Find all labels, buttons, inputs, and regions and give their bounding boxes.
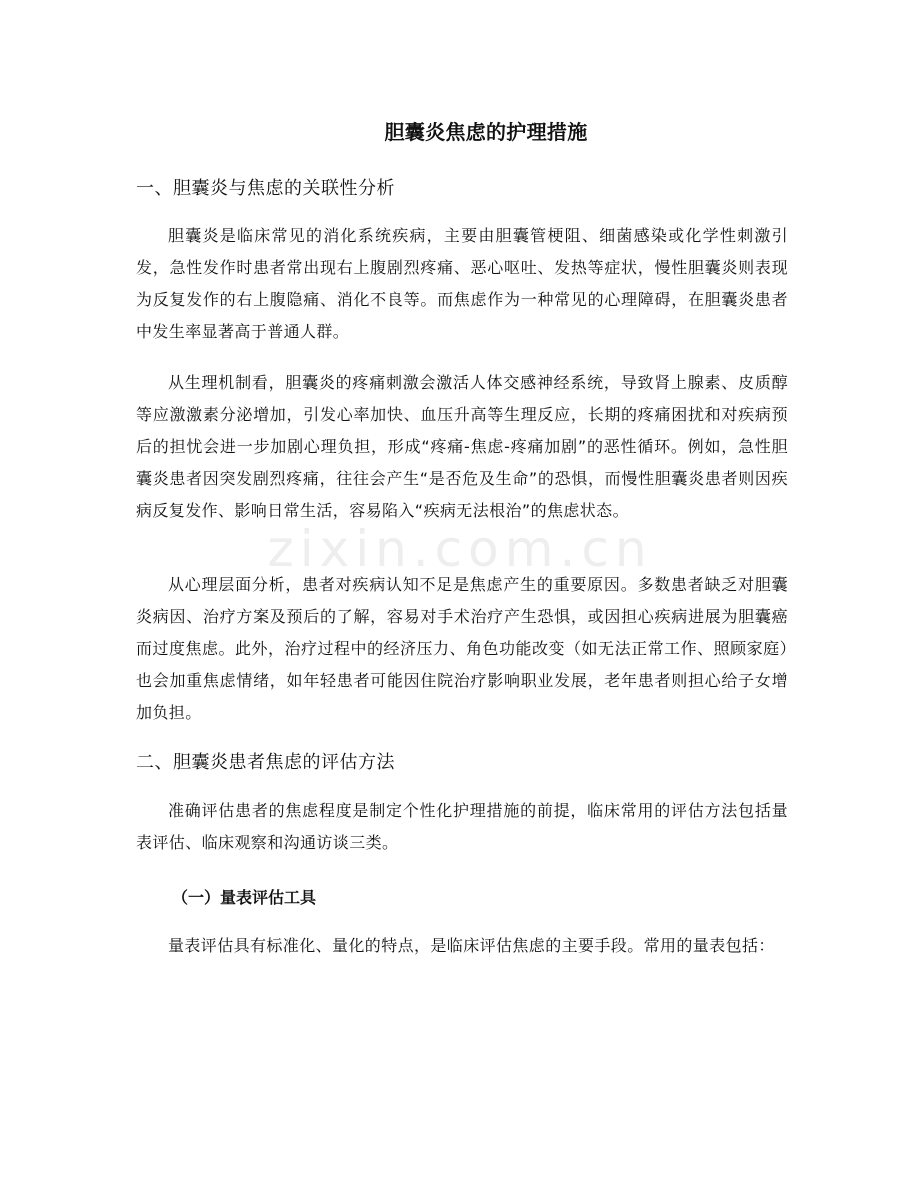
section-1-paragraph-3: 从心理层面分析，患者对疾病认知不足是焦虑产生的重要原因。多数患者缺乏对胆囊炎病因、治疗方案及预后的了解，容易对手术治疗产生恐惧，或因担心疾病进展为胆囊癌而过度焦虑。此外，治疗过程中的经济压力、角色功能改变（如无法正常工作、照顾家庭）也会加重焦虑情绪，如年轻患者可能因住院治疗影响职业发展，老年患者则担心给子女增加负担。 bbox=[136, 575, 788, 722]
subsection-heading: （一）量表评估工具 bbox=[172, 888, 317, 907]
watermark: zixin.com.cn bbox=[267, 520, 653, 578]
section-2-paragraph-1: 准确评估患者的焦虑程度是制定个性化护理措施的前提，临床常用的评估方法包括量表评估、临床观察和沟通访谈三类。 bbox=[136, 801, 788, 852]
section-1-paragraph-1: 胆囊炎是临床常见的消化系统疾病，主要由胆囊管梗阻、细菌感染或化学性刺激引发，急性发作时患者常出现右上腹剧烈疼痛、恶心呕吐、发热等症状，慢性胆囊炎则表现为反复发作的右上腹隐痛、消化不良等。而焦虑作为一种常见的心理障碍，在胆囊炎患者中发生率显著高于普通人群。 bbox=[136, 226, 788, 341]
document-title: 胆囊炎焦虑的护理措施 bbox=[384, 120, 588, 144]
subsection-paragraph-1: 量表评估具有标准化、量化的特点，是临床评估焦虑的主要手段。常用的量表包括： bbox=[168, 936, 775, 955]
section-2-heading: 二、胆囊炎患者焦虑的评估方法 bbox=[136, 752, 395, 773]
section-1-paragraph-2: 从生理机制看，胆囊炎的疼痛刺激会激活人体交感神经系统，导致肾上腺素、皮质醇等应激激素分泌增加，引发心率加快、血压升高等生理反应，长期的疼痛困扰和对疾病预后的担忧会进一步加剧心理负担，形成“疼痛-焦虑-疼痛加剧”的恶性循环。例如，急性胆囊炎患者因突发剧烈疼痛，往往会产生“是否危及生命”的恐惧，而慢性胆囊炎患者则因疾病反复发作、影响日常生活，容易陷入“疾病无法根治”的焦虑状态。 bbox=[136, 373, 788, 520]
section-1-heading: 一、胆囊炎与焦虑的关联性分析 bbox=[136, 178, 395, 199]
